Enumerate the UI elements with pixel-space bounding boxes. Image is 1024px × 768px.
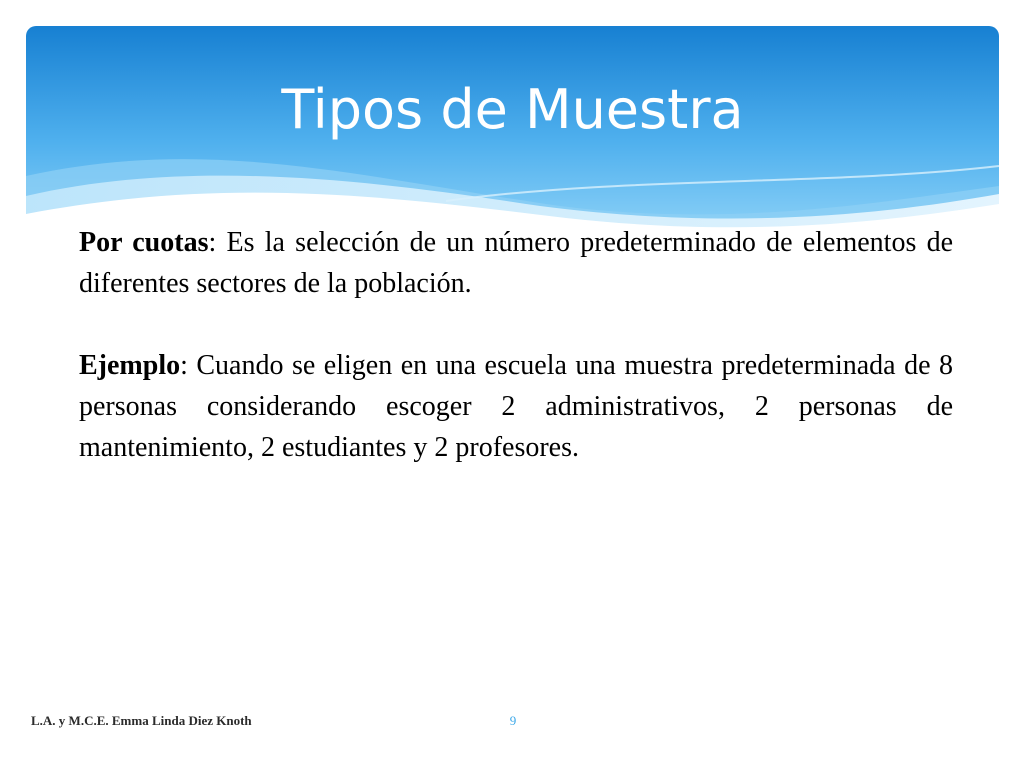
paragraph-por-cuotas: [79, 222, 953, 304]
slide-body: [79, 222, 953, 468]
paragraph-ejemplo: [79, 345, 953, 468]
term-por-cuotas: Por cuotas: [79, 227, 209, 258]
term-ejemplo: Ejemplo: [79, 350, 181, 381]
definition-por-cuotas: : Es la selección de un número predeterminado de elementos de diferentes sectores de la población.: [79, 227, 953, 299]
footer-author: L.A. y M.C.E. Emma Linda Diez Knoth: [31, 713, 252, 728]
slide-title: Tipos de Muestra: [281, 78, 744, 141]
page-number: 9: [509, 713, 517, 728]
example-text: : Cuando se eligen en una escuela una muestra predeterminada de 8 personas considerando escoger 2 administrativos, 2 personas de mantenimiento, 2 estudiantes y 2 profesores.: [79, 350, 953, 463]
